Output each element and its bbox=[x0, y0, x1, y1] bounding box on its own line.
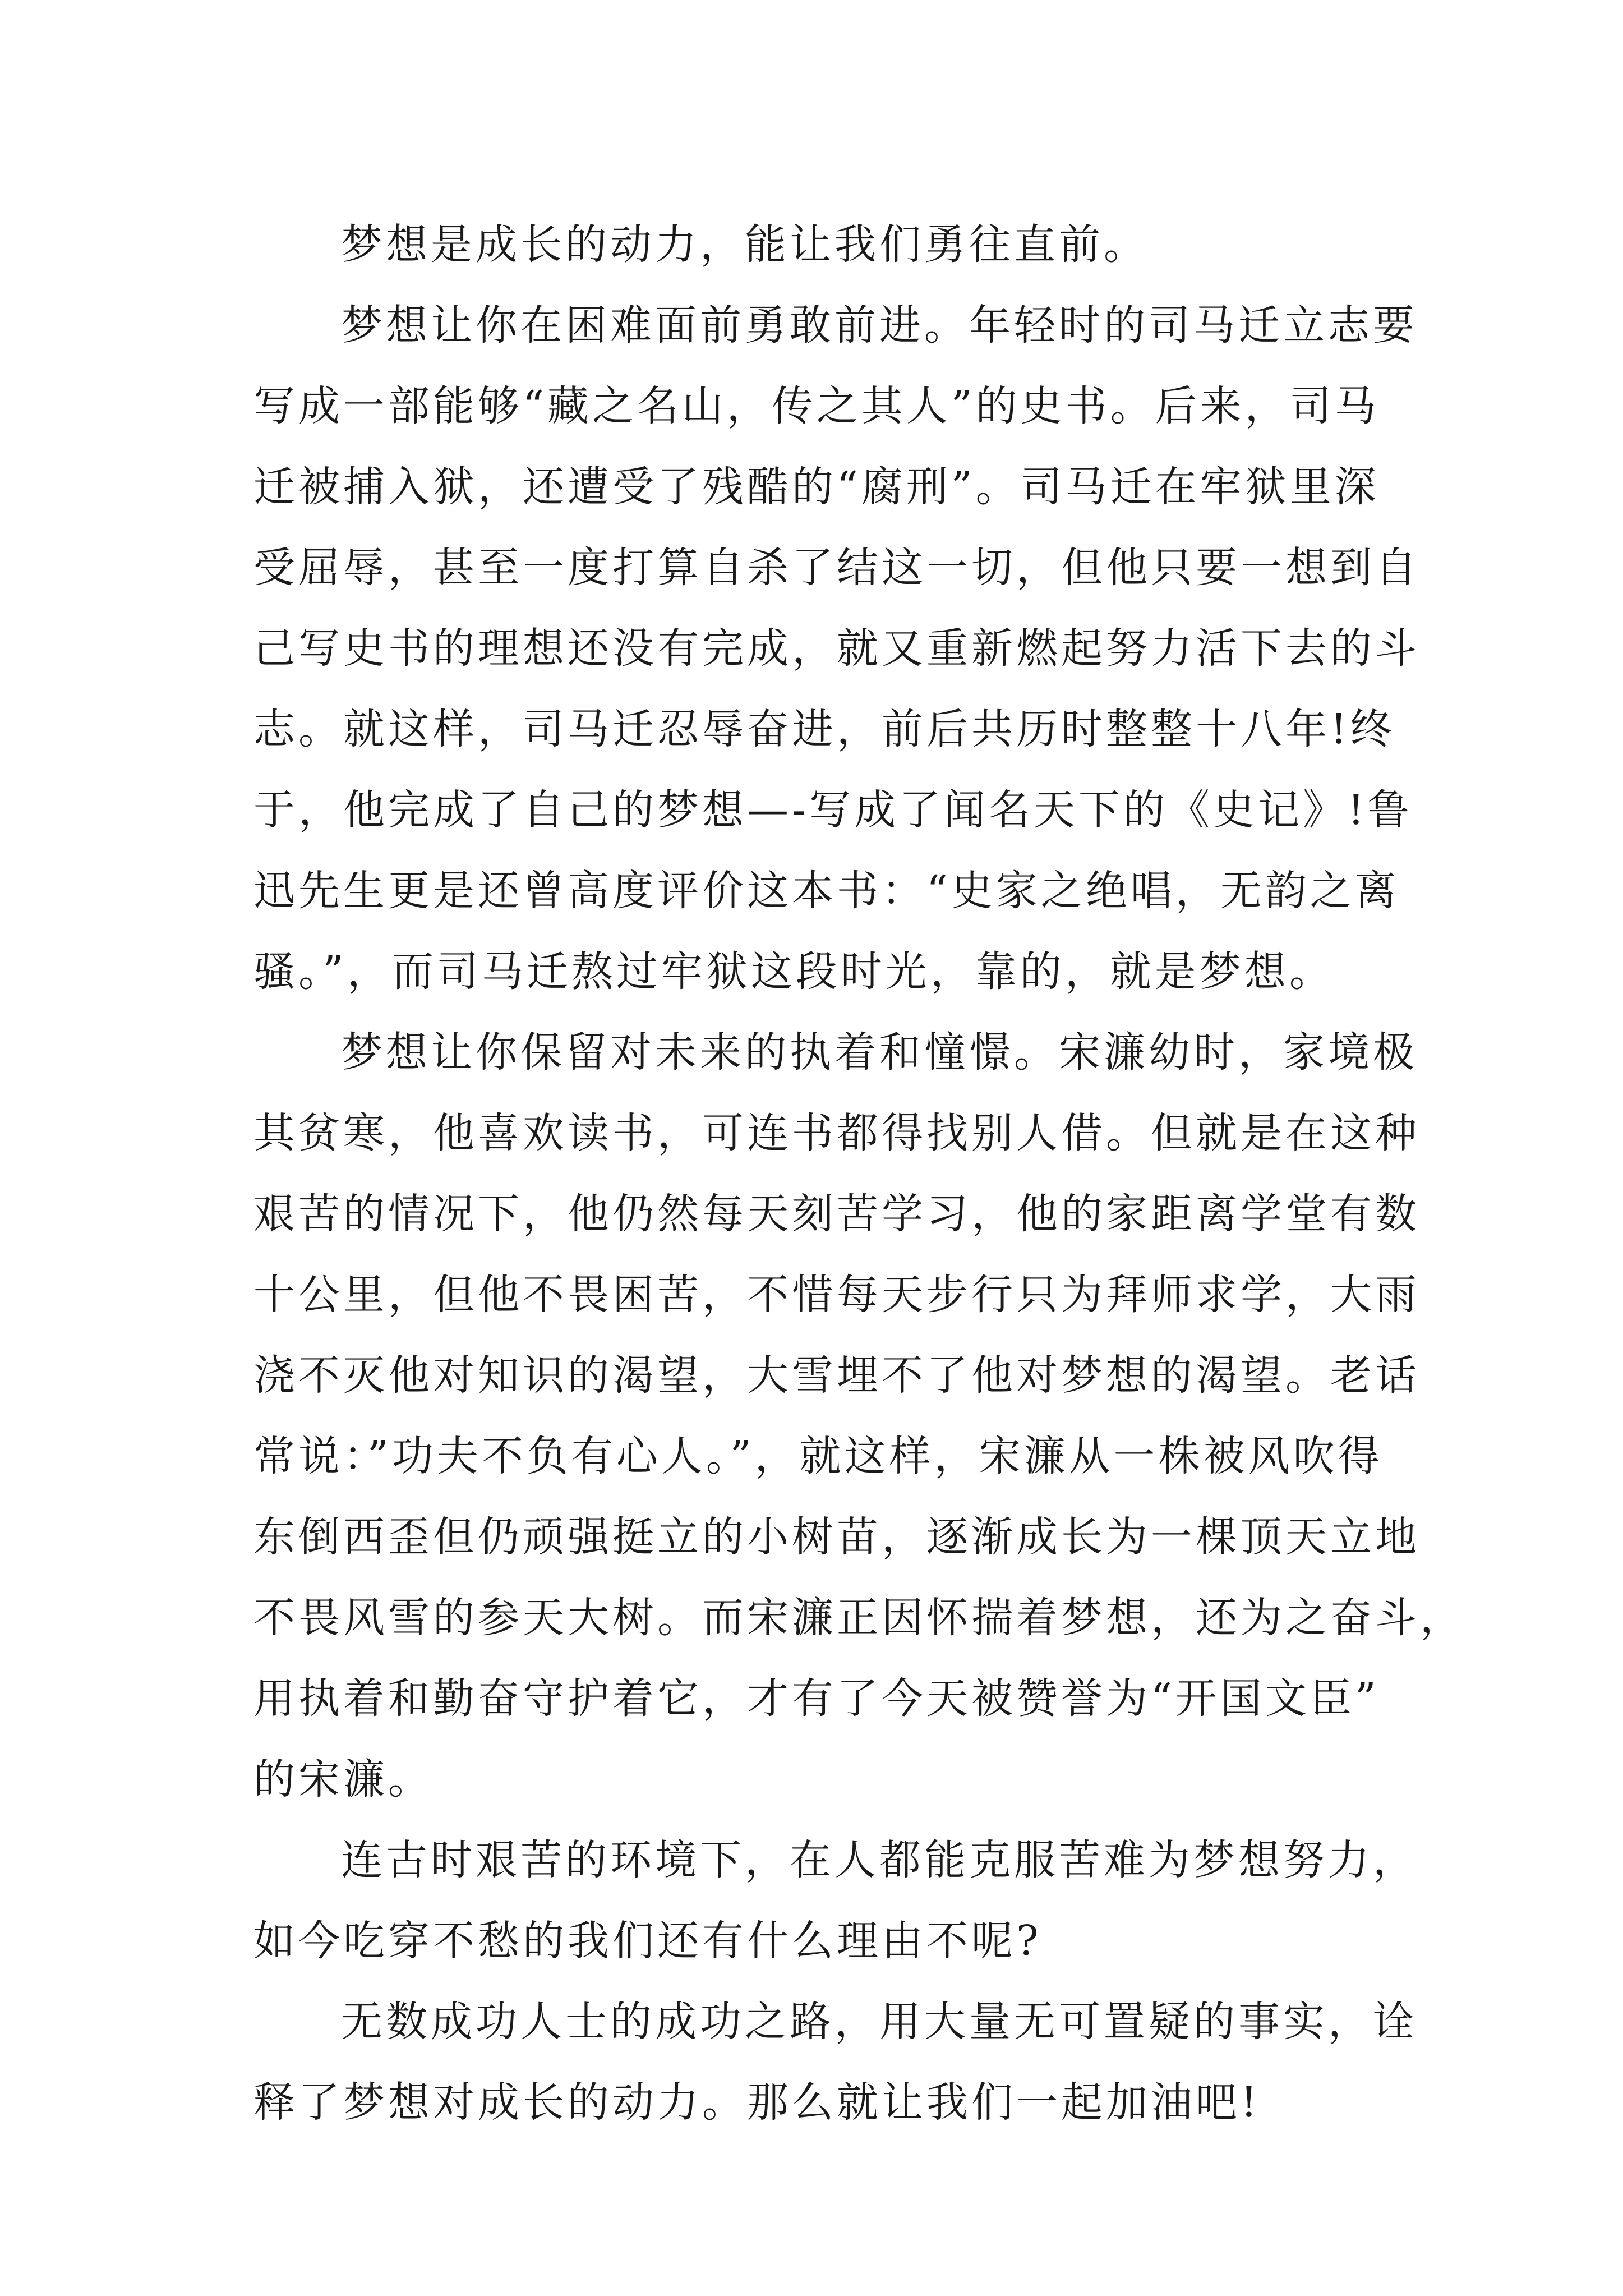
text-line: 迅先生更是还曾高度评价这本书：“史家之绝唱，无韵之离 bbox=[253, 867, 1400, 915]
text-line: 骚。”，而司马迁熬过牢狱这段时光，靠的，就是梦想。 bbox=[253, 947, 1334, 996]
text-line: 艰苦的情况下，他仍然每天刻苦学习，他的家距离学堂有数 bbox=[253, 1190, 1420, 1238]
text-line: 释了梦想对成长的动力。那么就让我们一起加油吧! bbox=[253, 2078, 1261, 2127]
text-line: 的宋濂。 bbox=[253, 1755, 433, 1803]
text-line: 写成一部能够“藏之名山，传之其人”的史书。后来，司马 bbox=[253, 382, 1380, 430]
text-line: 浇不灭他对知识的渴望，大雪埋不了他对梦想的渴望。老话 bbox=[253, 1351, 1420, 1400]
text-line: 于，他完成了自己的梦想—-写成了闻名天下的《史记》!鲁 bbox=[253, 786, 1413, 834]
text-line: 梦想是成长的动力，能让我们勇往直前。 bbox=[341, 220, 1149, 269]
text-line: 连古时艰苦的环境下，在人都能克服苦难为梦想努力， bbox=[341, 1836, 1418, 1884]
text-line: 志。就这样，司马迁忍辱奋进，前后共历时整整十八年!终 bbox=[253, 705, 1395, 753]
essay-body bbox=[253, 204, 1465, 2143]
paragraph-2 bbox=[253, 285, 1420, 1012]
text-line: 其贫寒，他喜欢读书，可连书都得找别人借。但就是在这种 bbox=[253, 1109, 1420, 1157]
paragraph-4 bbox=[253, 1820, 1418, 1981]
text-line: 己写史书的理想还没有完成，就又重新燃起努力活下去的斗 bbox=[253, 624, 1420, 673]
text-line: 用执着和勤奋守护着它，才有了今天被赞誉为“开国文臣” bbox=[253, 1674, 1380, 1723]
text-line: 东倒西歪但仍顽强挺立的小树苗，逐渐成长为一棵顶天立地 bbox=[253, 1513, 1420, 1561]
paragraph-1 bbox=[253, 204, 1381, 285]
text-line: 十公里，但他不畏困苦，不惜每天步行只为拜师求学，大雨 bbox=[253, 1271, 1420, 1319]
paragraph-3 bbox=[253, 1012, 1465, 1820]
text-line: 迁被捕入狱，还遭受了残酷的“腐刑”。司马迁在牢狱里深 bbox=[253, 463, 1380, 511]
text-line: 受屈辱，甚至一度打算自杀了结这一切，但他只要一想到自 bbox=[253, 544, 1420, 592]
text-line: 不畏风雪的参天大树。而宋濂正因怀揣着梦想，还为之奋斗， bbox=[253, 1594, 1465, 1642]
text-line: 梦想让你保留对未来的执着和憧憬。宋濂幼时，家境极 bbox=[341, 1028, 1418, 1076]
text-line: 常说：”功夫不负有心人。”，就这样，宋濂从一株被风吹得 bbox=[253, 1432, 1383, 1480]
paragraph-5 bbox=[253, 1981, 1418, 2143]
text-line: 梦想让你在困难面前勇敢前进。年轻时的司马迁立志要 bbox=[341, 301, 1418, 349]
text-line: 无数成功人士的成功之路，用大量无可置疑的事实，诠 bbox=[341, 1998, 1418, 2046]
text-line: 如今吃穿不愁的我们还有什么理由不呢? bbox=[253, 1917, 1042, 1965]
